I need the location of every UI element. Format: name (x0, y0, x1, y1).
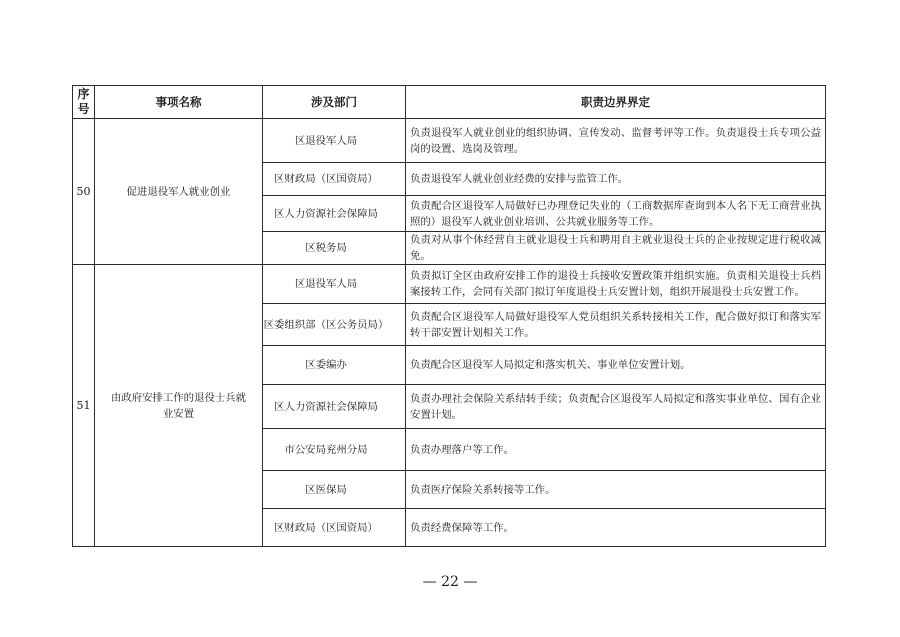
department-cell: 区财政局（区国资局） (263, 509, 406, 547)
item-serial: 50 (73, 119, 95, 265)
duty-cell: 负责退役军人就业创业经费的安排与监管工作。 (406, 163, 826, 196)
duty-cell: 负责办理落户等工作。 (406, 429, 826, 471)
department-cell: 区财政局（区国资局） (263, 163, 406, 196)
department-cell: 区委组织部（区公务员局） (263, 304, 406, 346)
duty-cell: 负责配合区退役军人局做好已办理登记失业的（工商数据库查询到本人名下无工商营业执照的）退役军人就业创业培训、公共就业服务等工作。 (406, 196, 826, 232)
duty-cell: 负责经费保障等工作。 (406, 509, 826, 547)
duty-cell: 负责配合区退役军人局拟定和落实机关、事业单位安置计划。 (406, 346, 826, 385)
department-cell: 区人力资源社会保障局 (263, 196, 406, 232)
header-department: 涉及部门 (263, 86, 406, 119)
header-item-name: 事项名称 (95, 86, 263, 119)
header-serial: 序号 (73, 86, 95, 119)
department-cell: 区医保局 (263, 471, 406, 509)
item-serial: 51 (73, 265, 95, 547)
duty-cell: 负责配合区退役军人局做好退役军人党员组织关系转接相关工作，配合做好拟订和落实军转干部安置计划相关工作。 (406, 304, 826, 346)
department-cell: 区退役军人局 (263, 265, 406, 304)
table-row (73, 119, 826, 163)
duty-cell: 负责办理社会保险关系结转手续；负责配合区退役军人局拟定和落实事业单位、国有企业安置计划。 (406, 385, 826, 429)
duty-cell: 负责对从事个体经营自主就业退役士兵和聘用自主就业退役士兵的企业按规定进行税收减免。 (406, 232, 826, 265)
duty-boundary-table (72, 85, 826, 547)
item-name: 由政府安排工作的退役士兵就业安置 (95, 265, 263, 547)
duty-cell: 负责拟订全区由政府安排工作的退役士兵接收安置政策并组织实施。负责相关退役士兵档案接转工作，会同有关部门拟订年度退役士兵安置计划，组织开展退役士兵安置工作。 (406, 265, 826, 304)
department-cell: 区税务局 (263, 232, 406, 265)
page-number: — 22 — (422, 574, 478, 590)
department-cell: 区人力资源社会保障局 (263, 385, 406, 429)
department-cell: 区退役军人局 (263, 119, 406, 163)
table-row (73, 265, 826, 304)
department-cell: 市公安局兖州分局 (263, 429, 406, 471)
header-row (73, 86, 826, 119)
header-duty: 职责边界界定 (406, 86, 826, 119)
item-name: 促进退役军人就业创业 (95, 119, 263, 265)
duty-cell: 负责医疗保险关系转接等工作。 (406, 471, 826, 509)
duty-cell: 负责退役军人就业创业的组织协调、宣传发动、监督考评等工作。负责退役士兵专项公益岗的设置、选岗及管理。 (406, 119, 826, 163)
department-cell: 区委编办 (263, 346, 406, 385)
